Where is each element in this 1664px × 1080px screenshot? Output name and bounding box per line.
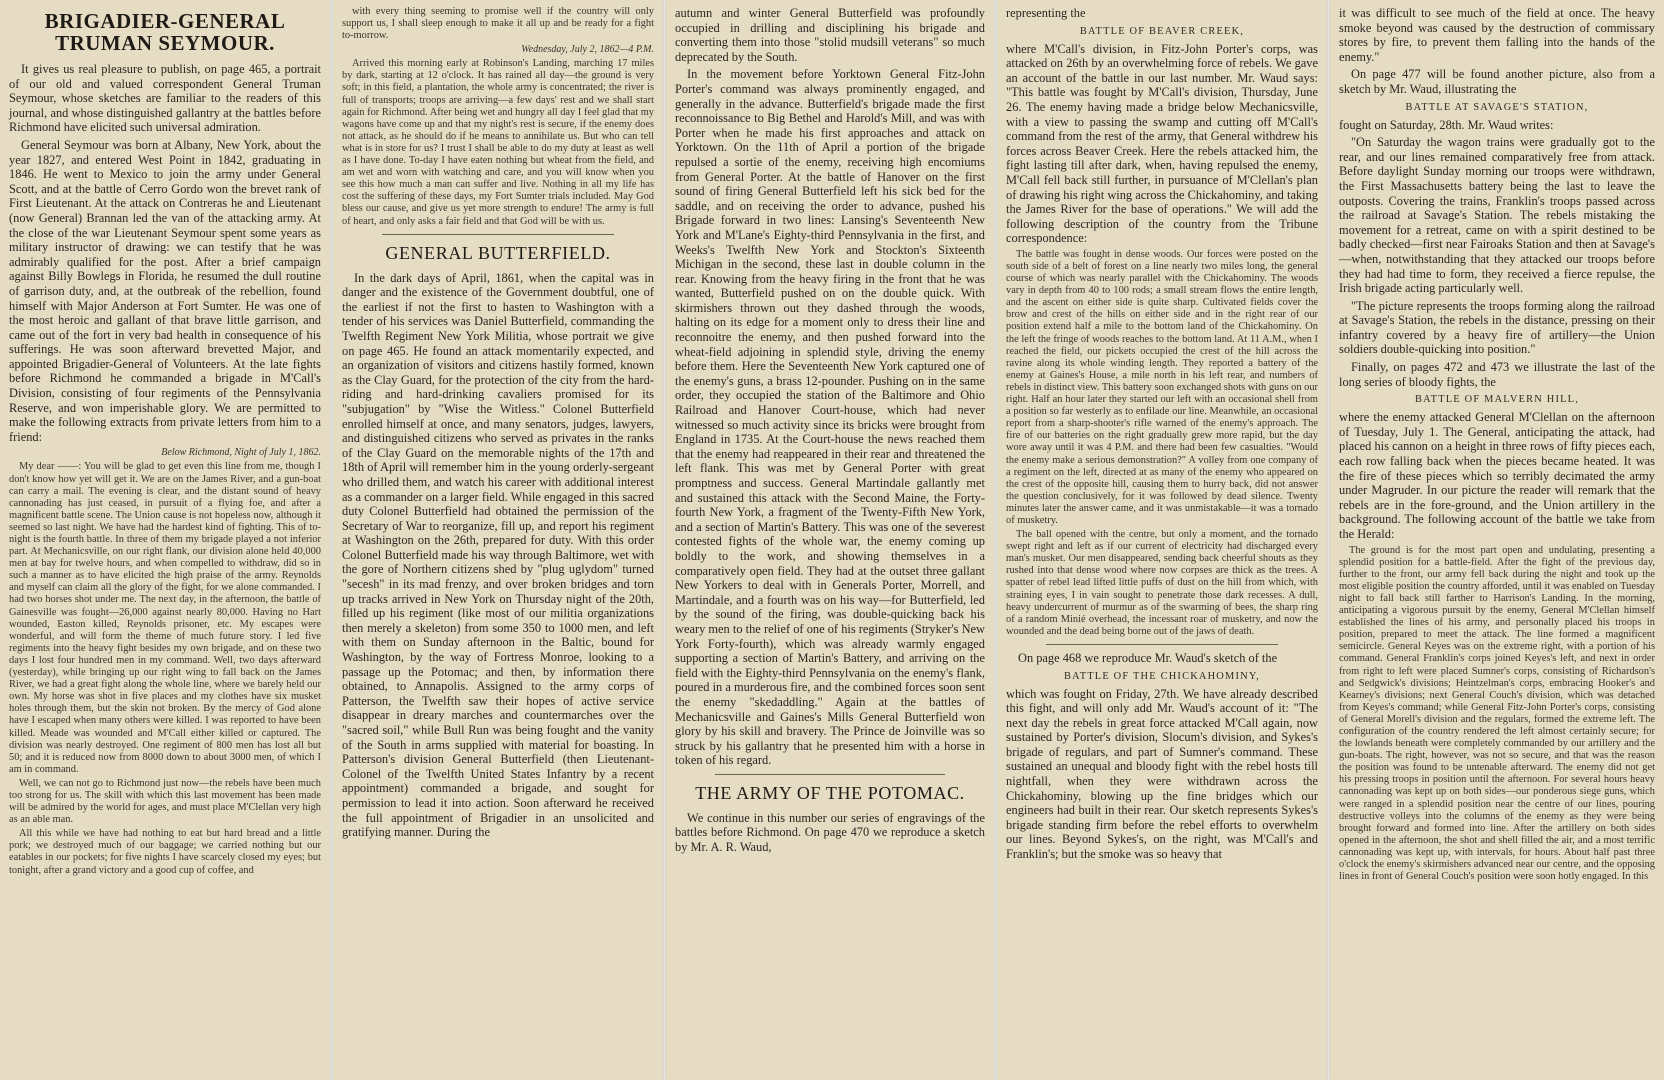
paragraph: General Seymour was born at Albany, New York, about the year 1827, and entered West Point in 1842, graduating in 1846. He went to Mexico to join the army under General Scott, and at the battle of Cerro Gordo won the brevet rank of First Lieutenant. At the attack on Contreras he and Lieutenant (now General) Brannan led the van of the attacking army. At the close of the war Lieutenant Seymour spent some years as military instructor of drawing: we can testify that he was admirably qualified for the post. After a brief campaign against Billy Bowlegs in Florida, he resumed the dull routine of garrison duty, and, at the outbreak of the rebellion, found himself with Major Anderson at Fort Sumter. He was one of the most heroic and gallant of that brave little garrison, and came out of the fort in very bad health in consequence of his sufferings. He was soon afterward brevetted Major, and appointed Brigadier-General of Volunteers. At the late fights before Richmond he commanded a brigade in M'Call's Division, consisting of four regiments of the Pennsylvania Reserve, and won imperishable glory. We are permitted to make the following extracts from private letters from him to a friend: [9,137,321,444]
article-title-butterfield: GENERAL BUTTERFIELD. [385,242,611,263]
quoted-paragraph: The ground is for the most part open and undulating, presenting a splendid position for a battle-field. After the fight of the previous day, further to the front, our army fell back during the night and took up the most eligible position the country afforded, until it was enabled on Tuesday night to fall back still farther to Harrison's Landing. In the morning, anticipating a vigorous pursuit by the enemy, General M'Clellan himself established the lines of his army, and personally placed his troops in position, prepared to meet the attack. The line formed a magnificent semicircle. General Keyes was on the extreme right, with a portion of his command. General Franklin's corps joined Keyes's left, and next in order from right to left were placed Sumner's corps, consisting of Richardson's and Sedgwick's divisions; Heintzelman's corps, embracing Hooker's and Kearney's divisions; next General Couch's division, which was detached from Keyes's command; while General Fitz-John Porter's corps, consisting of General Morell's division and the regulars, formed the extreme left. The configuration of the country rendered the left almost certainly secure; for the lowlands beneath were completely commanded by our artillery and the gun-boats. The right, however, was not so secure, and that was the reason the position was found to be untenable afterward. The enemy did not get his pressing troops in position until the afternoon. For several hours heavy cannonading was kept up on both sides—our ponderous siege guns, which were ranged in a splendid position near the centre of our lines, pouring destructive volleys into the columns of the enemy as they were being brought forward and formed into line. After the artillery on both sides opened in the afternoon, the shot and shell filled the air, and a most terrific cannonading was kept up, with intervals, for hours. About half past three o'clock the enemy's skirmishers advanced near our centre, and the opposing lines in front of General Couch's position were soon hotly engaged. In this [1339,544,1655,883]
paragraph: where the enemy attacked General M'Clellan on the afternoon of Tuesday, July 1. The General, anticipating the attack, had placed his cannon on a height in three rows of fifty pieces each, each row falling back when the pieces became heated. It was the fire of these pieces which so terribly decimated the army under Magruder. In our picture the reader will remark that the rebels are in the fore-ground, and the Union artillery in the background. The following account of the battle we take from the Herald: [1339,410,1655,541]
paragraph: it was difficult to see much of the field at once. The heavy smoke beyond was caused by the destruction of commissary stores by fire, to prevent them falling into the hands of the enemy." [1339,6,1655,64]
column-4 [997,0,1327,1080]
subheading: BATTLE OF THE CHICKAHOMINY, [1064,670,1260,682]
paragraph: "The picture represents the troops forming along the railroad at Savage's Station, the rebels in the distance, pressing on their infantry covered by a heavy fire of artillery—the Union soldiers double-quicking into position." [1339,298,1655,357]
article-title-army-potomac: THE ARMY OF THE POTOMAC. [695,782,965,803]
paragraph: In the dark days of April, 1861, when the capital was in danger and the existence of the Government doubtful, one of the earliest if not the first to hasten to Washington with a tender of his services was Daniel Butterfield, commanding the Twelfth Regiment New York Militia, whose portrait we give on page 465. He found an attack momentarily expected, and an organization of visitors and citizens hastily formed, known as the Clay Guard, for the protection of the city from the hard-riding and hard-drinking cavaliers promised for its "subjugation" by "Wise the Witless." Colonel Butterfield enrolled himself at once, and many senators, judges, lawyers, and distinguished citizens who served as privates in the ranks of the Clay Guard on the memorable nights of the 17th and 18th of April will remember him in the young orderly-sergeant who drilled them, and watch his career with additional interest as a commander on a larger field. While engaged in this sacred duty Colonel Butterfield had obtained the permission of the Secretary of War to reorganize, fill up, and report his regiment at Washington on the 26th, prepared for duty. With this order Colonel Butterfield made his way through Baltimore, wet with the gore of Northern citizens shed by "plug uglydom" turned "secesh" in its mad frenzy, and over broken bridges and torn up tracks arrived in New York on Thursday night of the 20th, filled up his regiment (like most of our militia organizations then merely a skeleton) from some 350 to 1000 men, and left with them on Sunday afternoon in the Baltic, bound for Washington, by the way of Fortress Monroe, looking to a passage up the Potomac; and then, by information there obtained, to Annapolis. Assigned to the army corps of Patterson, the Twelfth saw their hopes of active service disappear in dreary marches and countermarches over the "sacred soil," while Bull Run was being fought and the vanity of the South in arms supplied with material for boasting. In Patterson's division General Butterfield (then Lieutenant-Colonel of the Twelfth United States Infantry by a recent appointment) commanded a brigade, and sought for permission to lead it into action. Soon afterward he received the full appointment of Brigadier in an unsolicited and gratifying manner. During the [342,270,654,840]
subheading: BATTLE OF MALVERN HILL, [1414,394,1580,406]
article-title-seymour: BRIGADIER-GENERAL TRUMAN SEYMOUR. [44,9,286,55]
letter-paragraph: All this while we have had nothing to eat but hard bread and a little pork; we destroyed much of our baggage; we carried nothing but our eatables in our pockets; for five nights I have scarcely closed my eyes; but tonight, after a grand victory and a good cup of coffee, and [9,828,321,876]
divider [382,234,614,235]
dateline: Wednesday, July 2, 1862—4 P.M. [521,44,654,56]
letter-paragraph: with every thing seeming to promise well if the country will only support us, I shall sleep enough to make it all up and be ready for a fight to-morrow. [342,6,654,42]
paragraph: On page 468 we reproduce Mr. Waud's sketch of the [1018,650,1278,665]
paragraph: On page 477 will be found another picture, also from a sketch by Mr. Waud, illustrating the [1339,67,1655,96]
quoted-paragraph: The ball opened with the centre, but only a moment, and the tornado swept right and left as if our current of electricity had discharged every man's musket. Our men disappeared, sending back cheerful shouts as they rushed into that dense wood where now corpses are thick as the trees. A spatter of rebel lead lifted little puffs of dust on the hill from which, with straining eyes, I in vain sought to penetrate those dark recesses. A dull, heavy undercurrent of murmur as of the swarming of bees, the sharp ring of a random Minié overhead, the incessant roar of musketry, and now the wounded and the dead being borne out of the jaws of death. [1006,529,1318,637]
paragraph: Finally, on pages 472 and 473 we illustrate the last of the long series of bloody fights, the [1339,360,1655,389]
paragraph: autumn and winter General Butterfield was profoundly occupied in drilling and disciplining his brigade and converting them into those "stolid mudsill veterans" so much deprecated by the South. [675,6,985,64]
subheading: BATTLE OF BEAVER CREEK, [1079,25,1245,37]
letter-paragraph: Arrived this morning early at Robinson's Landing, marching 17 miles by dark, starting at 12 o'clock. It has rained all day—the ground is very soft; in this field, a plantation, the whole army is concentrated; the river is full of transports; troops are arriving—a few days' rest and we shall start again for Richmond. After being wet and hungry all day I feel glad that my wagons have come up and that my night's rest is secure, if the enemy does not attack, as he should do if he means to annihilate us. But who can tell what is in store for us? I trust I shall be able to do my duty at least as well as I have done. To-day I have eaten nothing but wheat from the field, and am wet and worn with watching and care, and you will know when you see this how much a man can suffer and live. Nothing in all my life has cost the suffering of these days, my Fort Sumter trials included. May God bless our cause, and give us yet more strength to endure! The army is full of heart, and only asks a fair field and that God will be with us. [342,58,654,227]
paragraph: which was fought on Friday, 27th. We have already described this fight, and will only add Mr. Waud's account of it: "The next day the rebels in great force attacked M'Call again, now sustained by Porter's division, Slocum's division, and Sykes's brigade of regulars, and part of Sumner's command. These sustained an unequal and bloody fight with the rebel hosts till nightfall, when they were withdrawn across the Chickahominy, blowing up the fine bridges which our engineers had built in their rear. Our sketch represents Sykes's brigade standing firm before the rebel efforts to overwhelm our lines. Beyond Sykes's, on the right, was M'Call's and Franklin's; but the smoke was so heavy that [1006,686,1318,862]
paragraph: representing the [1006,6,1086,20]
dateline: Below Richmond, Night of July 1, 1862. [161,447,321,459]
quoted-paragraph: The battle was fought in dense woods. Our forces were posted on the south side of a belt of forest on a line nearly two miles long, the general course of which was nearly parallel with the Chickahominy. The woods vary in depth from 40 to 100 rods; a small stream flows the entire length, and the ascent on either side is quite sharp. Cultivated fields cover the brow and crest of the hills on either side and in the right rear of our position extend half a mile to the bottom land of the Chickahominy. On the left the fringe of woods reaches to the bottom land. At 11 A.M., when I reached the field, our pickets occupied the crest of the hill across the ravine along its whole winding length. They reported a battery of the enemy at Gaines's House, a mile north in his left rear, and numbers of rebels in distinct view. This battery soon exchanged shots with guns on our right. Half an hour later they started our left with an occasional shell from a position so far westerly as to enfilade our line. Meanwhile, an occasional report from a sharp-shooter's rifle warned of the enemy's approach. The fire of our batteries on the right gradually grew more rapid, but the day wore away until it was 4 P.M. and there had been few casualties. "Would the enemy make a serious demonstration?" A volley from one company of a regiment on the left, directed at as many of the enemy who appeared on the crest of the opposite hill, causing them to hurry back, did not answer the question conclusively, for it was followed by dead silence. Twenty minutes later the answer came, and it was unmistakable—it was a tornado of musketry. [1006,248,1318,526]
paragraph: We continue in this number our series of engravings of the battles before Richmond. On page 470 we reproduce a sketch by Mr. A. R. Waud, [675,810,985,855]
letter-paragraph: Well, we can not go to Richmond just now—the rebels have been much too strong for us. The skill with which this last movement has been made will be admired by the world for ages, and must place M'Clellan very high as an able man. [9,777,321,826]
divider [1046,644,1278,645]
paragraph: "On Saturday the wagon trains were gradually got to the rear, and our lines remained comparatively free from attack. Before daylight Sunday morning our troops were withdrawn, the First Massachusetts battery being the last to leave the outposts. Covering the trains, Franklin's troops passed across the railroad at Savage's Station. The rebels mistaking the movement for a retreat, came on with a spirit destined to be badly checked—first near Fairoaks Station and then at Savage's—when, notwithstanding that they attacked our troops before they had had time to form, they received a fierce repulse, the Irish brigade acting particularly well. [1339,135,1655,296]
paragraph: fought on Saturday, 28th. Mr. Waud writes: [1339,117,1554,132]
subheading: BATTLE AT SAVAGE'S STATION, [1405,101,1589,113]
letter-paragraph: My dear ——: You will be glad to get even this line from me, though I don't know how yet will get it. We are on the James River, and a gun-boat can carry a mail. The evening is clear, and the distant sound of heavy cannonading has just ceased, in pursuit of a flying foe, and after a magnificent battle scene. The Union cause is not hopeless now, although it seemed so last night. We have had the hardest kind of fighting. This of to-night is the fourth battle. In three of them my brigade played a not inferior part. At Mechanicsville, on our right flank, our division alone held 40,000 men at bay for twelve hours, and when compelled to withdraw, did so in such a manner as to have elicited the high praise of the army. Reynolds and myself can claim all the glory of the fight, for we alone commanded. I had two horses shot under me. The next day, in the afternoon, the battle of Gainesville was fought—26,000 against nearly 80,000. Having no Hart wounded, Easton killed, Reynolds prisoner, etc. My escapes were wonderful, and will form the theme of much future story. I led five regiments into the heavy fight besides my own brigade, and on these two days I lost four hundred men in my command. Well, two days afterward (yesterday), while bringing up our right wing to fall back on the James River, we had a great fight along the whole line, where we barely held our own. My horse was shot in five places and my clothes have six musket holes through them, but the skin not broken. By the mercy of God alone have I escaped when many others were killed. I was reported to have been killed. Meade was wounded and M'Call either killed or captured. The division was nearly destroyed. One regiment of 800 men has lost all but 50; and it is reduced now from 8000 down to about 3000 men, of which I am in command. [9,461,321,775]
divider [715,774,945,775]
column-5 [1330,0,1664,1080]
column-3 [666,0,994,1080]
column-1 [0,0,330,1080]
paragraph: where M'Call's division, in Fitz-John Porter's corps, was attacked on 26th by an overwhelming force of rebels. We gave an account of the battle in our last number. Mr. Waud says: "This battle was fought by M'Call's division, Thursday, June 26. The enemy having made a bridge below Mechanicsville, with a view to passing the swamp and cutting off M'Call's command from the rest of the army, that General withdrew his forces across Beaver Creek. Here the rebels attacked him, the fight lasting till after dark, when, having repulsed the enemy, M'Call fell back still further, in pursuance of M'Clellan's plan of drawing his right wing across the Chickahominy, and taking the James River for the base of operations." We will add the following description of the country from the Tribune correspondence: [1006,41,1318,246]
paragraph: In the movement before Yorktown General Fitz-John Porter's command was always prominently engaged, and generally in the advance. Butterfield's brigade made the first reconnoissance to Big Bethel and Harold's Mill, and was with Porter when he made his first approaches and attack on Yorktown. On the 11th of April a portion of the brigade repulsed a sortie of the enemy, receiving high encomiums from General Porter. At the battle of Hanover on the first sound of firing General Butterfield left his sick bed for the saddle, and on receiving the order to advance, pushed his Brigade forward in two lines: Lansing's Seventeenth New York and M'Lane's Eighty-third Pennsylvania in the first, and Weeks's Twelfth New York and Stockton's Sixteenth Michigan in the second, these last in double column in the rear. Knowing from the heavy firing in the front that he was wanted, Butterfield pushed on on the double quick. With skirmishers thrown out they dashed through the woods, halting on its edge for a moment only to dress their line and reconnoitre the enemy, and then pushed forward into the wheat-field adjoining in splendid style, driving the enemy before them. Here the Seventeenth New York captured one of the enemy's guns, a brass 12-pounder. Pushing on in the same order, they occupied the station of the Baltimore and Ohio Railroad and Hanover Court-house, which had never witnessed so much activity since its bricks were brought from England in 1735. At the Court-house the news reached them that the enemy had reappeared in their rear and threatened the left flank. This was met by General Porter with great promptness and success. General Martindale gallantly met and sustained this attack with the Second Maine, the Forty-fourth New York, a fragment of the Twenty-Fifth New York, and a section of Martin's Battery. This was one of the severest contested fights of the whole war, the enemy coming up boldly to the work, and showing themselves in a comparatively open field. They had at the outset three gallant New Yorkers to deal with in Generals Porter, Morrell, and Martindale, and a fourth was on his way—for Butterfield, led by the sound of the firing, was double-quicking back his weary men to the relief of one of his regiments (Stryker's New York Forty-fourth), which was already warmly engaged supporting a section of Martin's Battery, and arriving on the field with the Eighty-third Pennsylvania on the enemy's flank, poured in a murderous fire, and the combined forces soon sent the enemy "skedaddling." Again at the battles of Mechanicsville and Gaines's Mills General Butterfield won glory by his skill and bravery. The Prince de Joinville was so struck by his gallantry that he presented him with a horse in token of his regard. [675,67,985,768]
column-2 [333,0,663,1080]
paragraph: It gives us real pleasure to publish, on page 465, a portrait of our old and valued correspondent General Truman Seymour, whose sketches are familiar to the readers of this journal, and whose distinguished gallantry at the battles before Richmond have elicited such universal admiration. [9,62,321,135]
